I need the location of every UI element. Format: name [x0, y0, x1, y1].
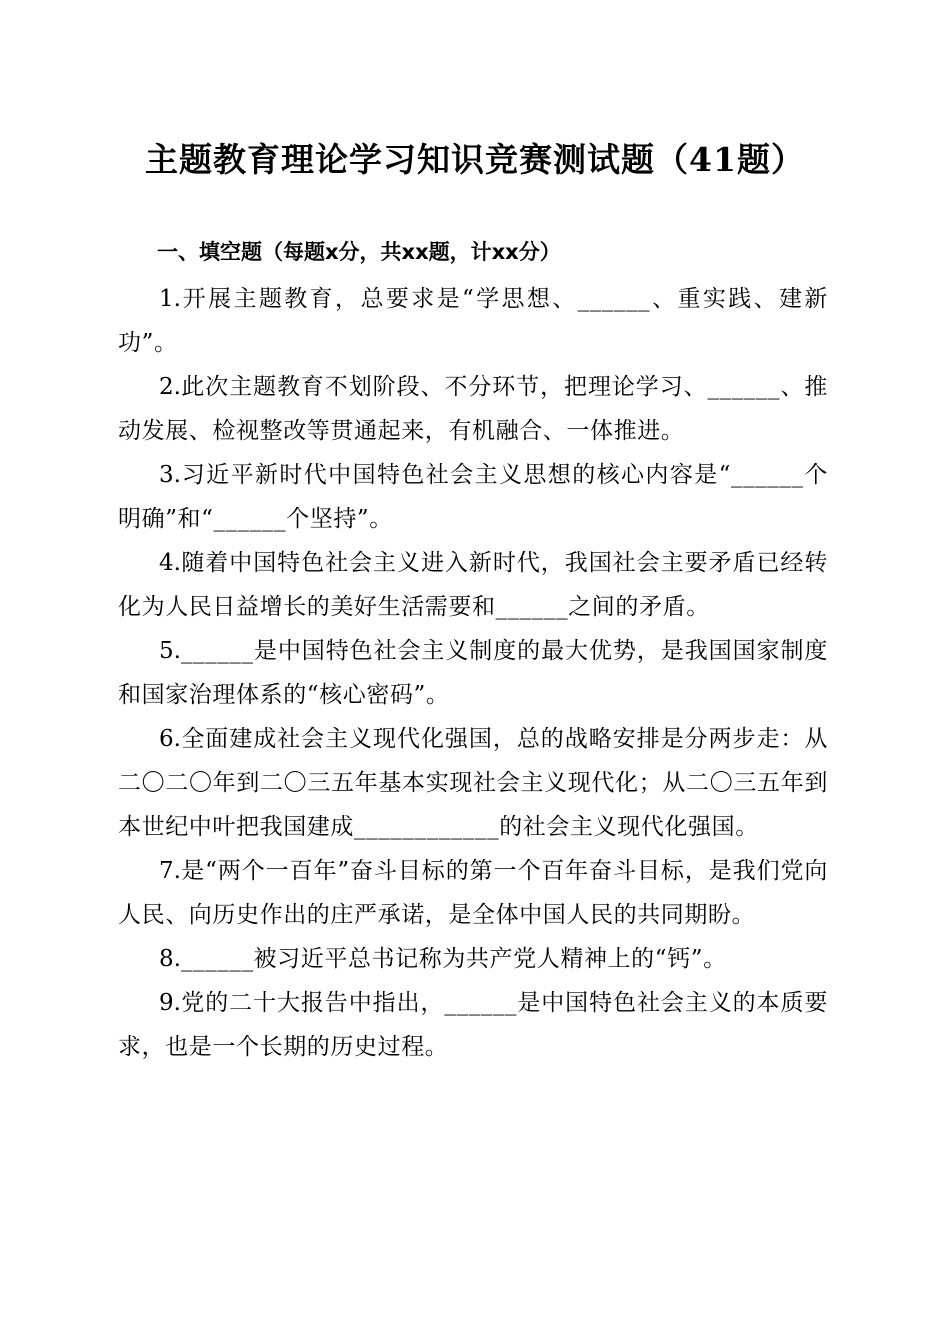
question-text: 开展主题教育，总要求是“学思想、______、重实践、建新功”。: [118, 286, 828, 356]
question-text: 习近平新时代中国特色社会主义思想的核心内容是“______个明确”和“______个坚持”。: [118, 462, 828, 532]
question-5: [118, 629, 828, 717]
question-text: 此次主题教育不划阶段、不分环节，把理论学习、______、推动发展、检视整改等贯通起来，有机融合、一体推进。: [118, 374, 828, 444]
question-text: 是“两个一百年”奋斗目标的第一个百年奋斗目标，是我们党向人民、向历史作出的庄严承诺，是全体中国人民的共同期盼。: [118, 858, 828, 928]
question-text: 随着中国特色社会主义进入新时代，我国社会主要矛盾已经转化为人民日益增长的美好生活需要和______之间的矛盾。: [118, 550, 828, 620]
document-title: 主题教育理论学习知识竞赛测试题（41题）: [145, 140, 805, 179]
question-text: ______被习近平总书记称为共产党人精神上的“钙”。: [180, 946, 727, 972]
question-8: [118, 937, 828, 981]
question-text: 党的二十大报告中指出，______是中国特色社会主义的本质要求，也是一个长期的历史过程。: [118, 990, 828, 1060]
question-1: [118, 277, 828, 365]
question-number: 4.: [159, 550, 181, 576]
question-number: 9.: [159, 990, 181, 1016]
section-heading: 一、填空题（每题x分，共xx题，计xx分）: [157, 240, 561, 264]
question-9: [118, 981, 828, 1069]
question-list: [118, 277, 828, 1069]
question-number: 1.: [159, 286, 181, 312]
question-number: 2.: [159, 374, 181, 400]
question-text: ______是中国特色社会主义制度的最大优势，是我国国家制度和国家治理体系的“核心密码”。: [118, 638, 828, 708]
question-number: 7.: [159, 858, 181, 884]
question-3: [118, 453, 828, 541]
question-number: 6.: [159, 726, 181, 752]
question-number: 8.: [159, 946, 181, 972]
question-7: [118, 849, 828, 937]
question-number: 5.: [159, 638, 181, 664]
question-2: [118, 365, 828, 453]
question-number: 3.: [159, 462, 181, 488]
question-text: 全面建成社会主义现代化强国，总的战略安排是分两步走：从二〇二〇年到二〇三五年基本实现社会主义现代化；从二〇三五年到本世纪中叶把我国建成____________的社会主义现代化强国。: [118, 726, 828, 840]
question-6: [118, 717, 828, 849]
question-4: [118, 541, 828, 629]
